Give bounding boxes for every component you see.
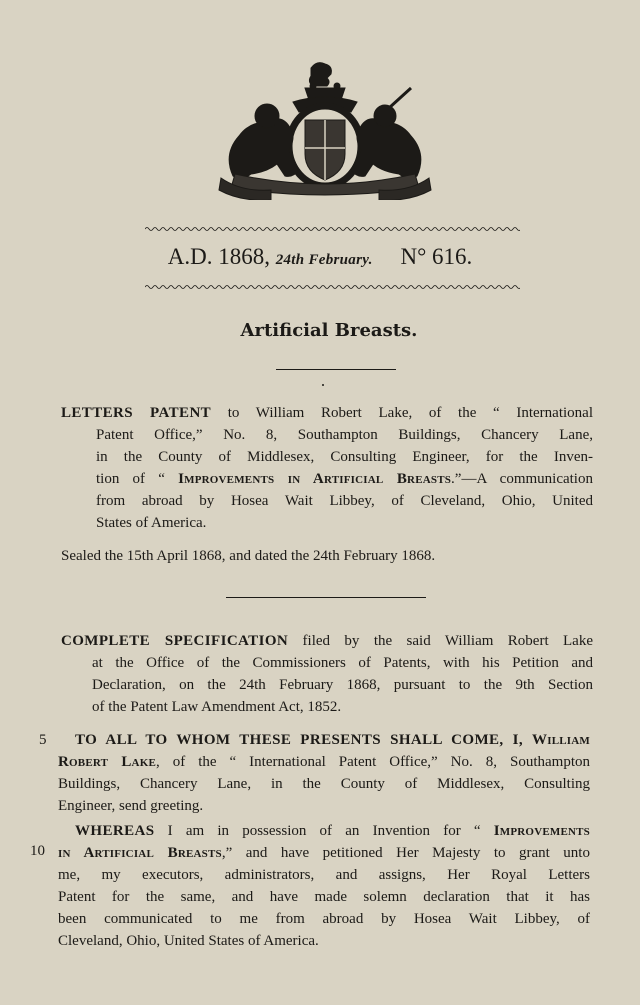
text-line: Declaration, on the 24th February 1868, pursuant to the 9th Section <box>92 677 593 693</box>
section-rule <box>226 597 426 598</box>
sealed-line: Sealed the 15th April 1868, and dated the 24th February 1868. <box>61 548 436 564</box>
text-line: Robert Lake, of the “ International Patent Office,” No. 8, Southampton <box>58 754 590 770</box>
patent-heading <box>0 244 640 270</box>
whereas-paragraph <box>58 820 590 952</box>
title-rule <box>276 369 396 370</box>
margin-line-number-10: 10 <box>30 843 45 859</box>
text-line: in Artificial Breasts,” and have petitioned Her Majesty to grant unto <box>58 845 590 861</box>
ornament-dot <box>322 384 324 386</box>
text-line: Patent Office,” No. 8, Southampton Buildings, Chancery Lane, <box>96 427 593 443</box>
text-line: COMPLETE SPECIFICATION filed by the said William Robert Lake <box>61 633 594 649</box>
text-line: in the County of Middlesex, Consulting Engineer, for the Inven- <box>96 449 593 465</box>
letters-patent-paragraph <box>61 402 593 534</box>
margin-line-number-5: 5 <box>39 732 47 748</box>
text-line: Patent for the same, and have made solemn declaration that it has <box>58 889 590 905</box>
text-line: me, my executors, administrators, and assigns, Her Royal Letters <box>58 867 590 883</box>
text-line: Cleveland, Ohio, United States of America. <box>58 933 319 949</box>
wavy-rule-bottom <box>145 284 520 290</box>
text-line: from abroad by Hosea Wait Libbey, of Cleveland, Ohio, United <box>96 493 593 509</box>
heading-patent-number: N° 616. <box>400 244 473 269</box>
wavy-rule-top <box>145 226 520 232</box>
text-line: tion of “ Improvements in Artificial Breasts.”—A communication <box>96 471 593 487</box>
text-line: at the Office of the Commissioners of Patents, with his Petition and <box>92 655 593 671</box>
text-line: WHEREAS I am in possession of an Invention for “ Improvements <box>75 823 590 839</box>
text-line: Buildings, Chancery Lane, in the County of Middlesex, Consulting <box>58 776 590 792</box>
text-line: been communicated to me from abroad by Hosea Wait Libbey, of <box>58 911 590 927</box>
patent-title: Artificial Breasts. <box>240 320 418 341</box>
heading-ad-year: A.D. 1868, <box>167 244 270 269</box>
heading-date: 24th February. <box>275 252 373 268</box>
text-line: of the Patent Law Amendment Act, 1852. <box>92 699 342 715</box>
text-line: LETTERS PATENT to William Robert Lake, of the “ International <box>61 405 593 421</box>
complete-specification-paragraph <box>61 630 593 718</box>
to-all-paragraph <box>58 729 590 817</box>
text-line: TO ALL TO WHOM THESE PRESENTS SHALL COME, I, William <box>75 732 590 748</box>
text-line: States of America. <box>96 515 207 531</box>
royal-coat-of-arms-icon <box>215 58 435 200</box>
text-line: Engineer, send greeting. <box>58 798 204 814</box>
